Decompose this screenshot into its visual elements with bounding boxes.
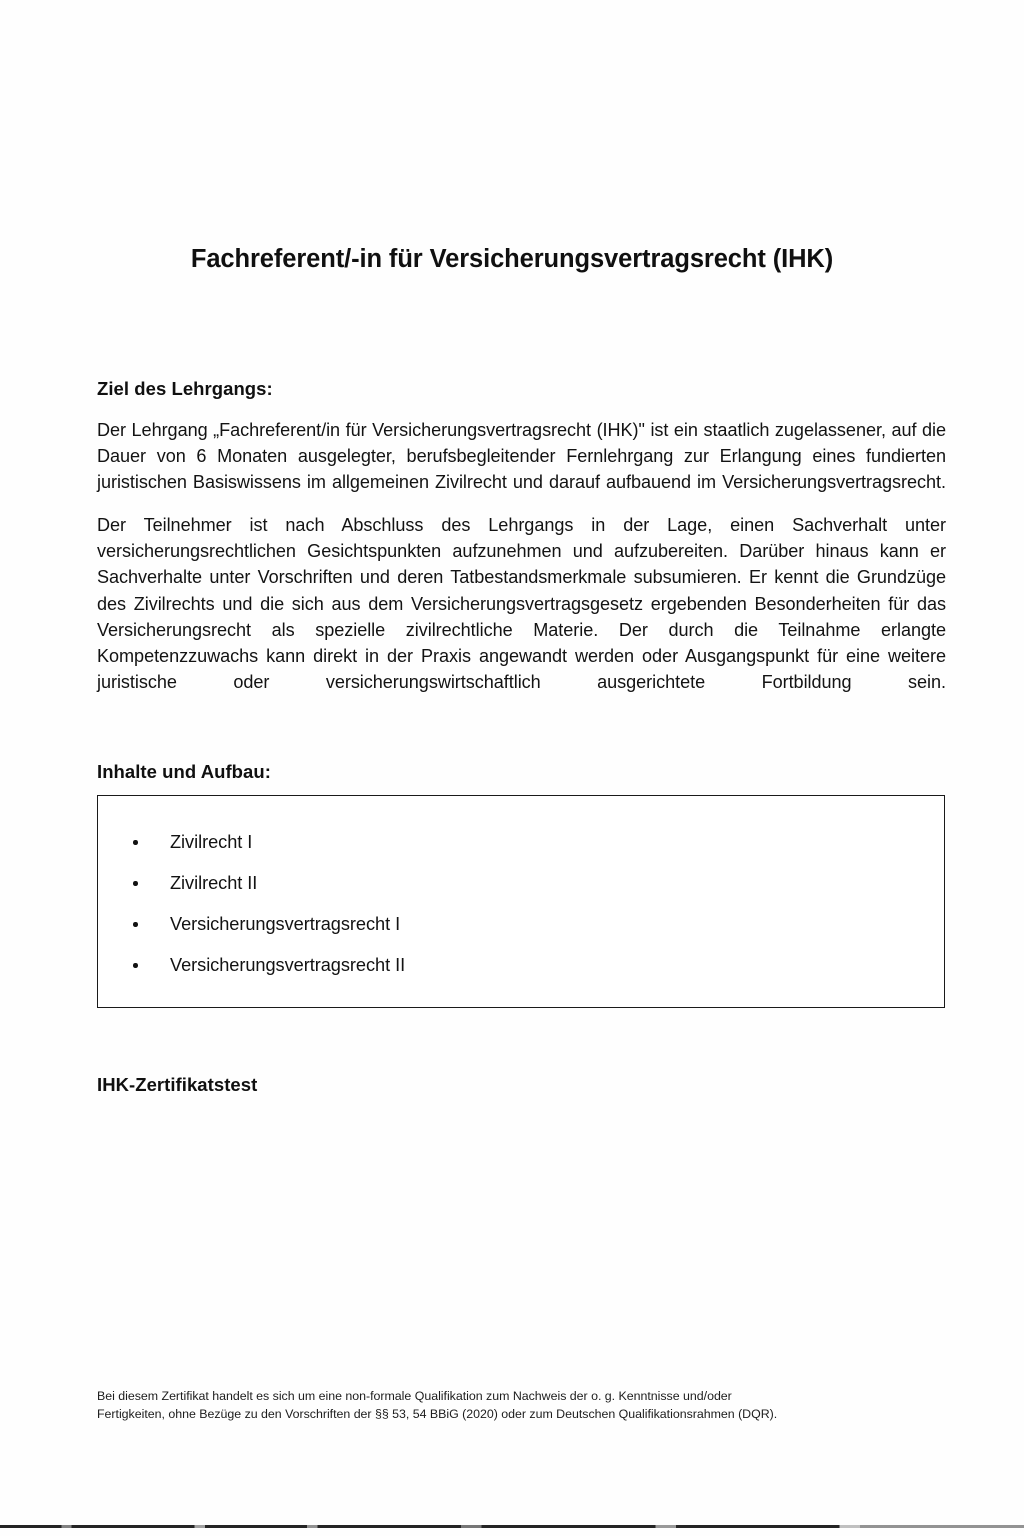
section-heading-goal: Ziel des Lehrgangs:	[97, 378, 273, 400]
footnote-line-two: Fertigkeiten, ohne Bezüge zu den Vorschriften der §§ 53, 54 BBiG (2020) oder zum Deutschen Qualifikationsrahmen (DQR).	[97, 1407, 778, 1422]
bullet-icon	[133, 922, 138, 927]
list-item-label: Zivilrecht I	[170, 832, 253, 852]
paragraph-text: Der Lehrgang „Fachreferent/in für Versicherungsvertragsrecht (IHK)" ist ein staatlich zugelassener, auf die Dauer von 6 Monaten ausgelegter, berufsbegleitender Fernlehrgang zur Erlangung eines fundierten juristischen Basiswissens im allgemeinen Zivilrecht und darauf aufbauend im Versicherungsvertragsrecht.	[97, 420, 946, 493]
list-item	[98, 863, 944, 904]
bullet-icon	[133, 840, 138, 845]
scan-edge-artifact	[0, 1525, 1024, 1528]
section-heading-certificate-test: IHK-Zertifikatstest	[97, 1074, 258, 1096]
list-item	[98, 822, 944, 863]
goal-paragraph-two	[97, 512, 946, 722]
list-item-label: Versicherungsvertragsrecht I	[170, 914, 401, 934]
footnote-line-one: Bei diesem Zertifikat handelt es sich um eine non-formale Qualifikation zum Nachweis der o. g. Kenntnisse und/oder	[97, 1389, 732, 1403]
contents-box	[97, 795, 945, 1008]
list-item	[98, 945, 944, 986]
list-item	[98, 904, 944, 945]
bullet-icon	[133, 881, 138, 886]
page-title: Fachreferent/-in für Versicherungsvertragsrecht (IHK)	[190, 245, 834, 274]
section-heading-contents: Inhalte und Aufbau:	[97, 761, 271, 783]
footnote	[97, 1387, 925, 1424]
list-item-label: Versicherungsvertragsrecht II	[170, 955, 406, 975]
goal-paragraph-one	[97, 417, 946, 522]
list-item-label: Zivilrecht II	[170, 873, 258, 893]
bullet-icon	[133, 963, 138, 968]
contents-list	[98, 796, 944, 986]
paragraph-text: Der Teilnehmer ist nach Abschluss des Lehrgangs in der Lage, einen Sachverhalt unter versicherungsrechtlichen Gesichtspunkten aufzunehmen und aufzubereiten. Darüber hinaus kann er Sachverhalte unter Vorschriften und deren Tatbestandsmerkmale subsumieren. Er kennt die Grundzüge des Zivilrechts und die sich aus dem Versicherungsvertragsgesetz ergebenden Besonderheiten für das Versicherungsrecht als spezielle zivilrechtliche Materie. Der durch die Teilnahme erlangte Kompetenzzuwachs kann direkt in der Praxis angewandt werden oder Ausgangspunkt für eine weitere juristische oder versicherungswirtschaftlich ausgerichtete Fortbildung sein.	[97, 515, 946, 693]
